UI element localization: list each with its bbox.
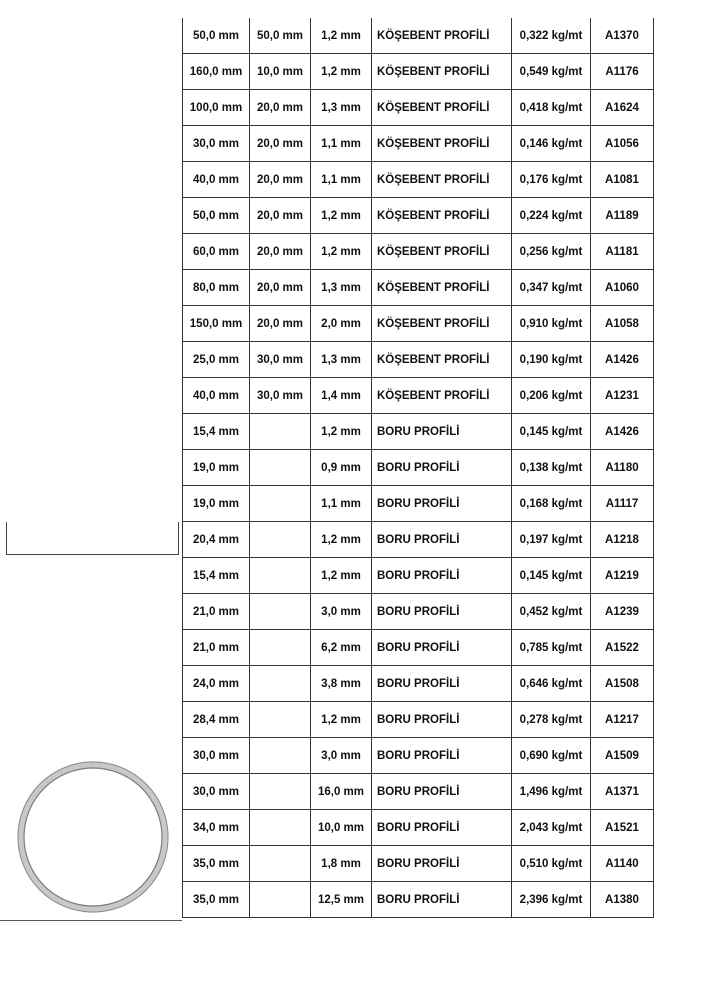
- cell-thickness: 3,0 mm: [311, 738, 372, 774]
- cell-weight: 0,256 kg/mt: [512, 234, 591, 270]
- table-row: [183, 342, 653, 378]
- cell-width: 20,4 mm: [183, 522, 250, 558]
- cell-code: A1380: [591, 882, 654, 918]
- cell-code: A1219: [591, 558, 654, 594]
- cell-profile-type: KÖŞEBENT PROFİLİ: [372, 18, 512, 54]
- cell-width: 24,0 mm: [183, 666, 250, 702]
- cell-weight: 2,043 kg/mt: [512, 810, 591, 846]
- table-row: [183, 198, 653, 234]
- cell-height: 20,0 mm: [250, 126, 311, 162]
- cell-profile-type: BORU PROFİLİ: [372, 738, 512, 774]
- cell-profile-type: KÖŞEBENT PROFİLİ: [372, 270, 512, 306]
- cell-weight: 0,322 kg/mt: [512, 18, 591, 54]
- cell-thickness: 1,8 mm: [311, 846, 372, 882]
- cell-width: 30,0 mm: [183, 126, 250, 162]
- cell-height: 20,0 mm: [250, 270, 311, 306]
- cell-code: A1176: [591, 54, 654, 90]
- cell-width: 28,4 mm: [183, 702, 250, 738]
- cell-width: 30,0 mm: [183, 774, 250, 810]
- cell-thickness: 1,2 mm: [311, 414, 372, 450]
- cell-profile-type: KÖŞEBENT PROFİLİ: [372, 306, 512, 342]
- cell-weight: 0,146 kg/mt: [512, 126, 591, 162]
- table-row: [183, 522, 653, 558]
- cell-code: A1426: [591, 342, 654, 378]
- cell-profile-type: BORU PROFİLİ: [372, 774, 512, 810]
- cell-code: A1060: [591, 270, 654, 306]
- cell-thickness: 1,2 mm: [311, 54, 372, 90]
- cell-weight: 0,278 kg/mt: [512, 702, 591, 738]
- cell-weight: 0,452 kg/mt: [512, 594, 591, 630]
- cell-weight: 1,496 kg/mt: [512, 774, 591, 810]
- table-row: [183, 126, 653, 162]
- cell-height: [250, 594, 311, 630]
- cell-thickness: 10,0 mm: [311, 810, 372, 846]
- table-row: [183, 486, 653, 522]
- cell-code: A1081: [591, 162, 654, 198]
- cell-thickness: 2,0 mm: [311, 306, 372, 342]
- cell-height: [250, 666, 311, 702]
- cell-height: [250, 702, 311, 738]
- cell-weight: 0,510 kg/mt: [512, 846, 591, 882]
- cell-weight: 0,646 kg/mt: [512, 666, 591, 702]
- cell-height: [250, 738, 311, 774]
- cell-height: [250, 414, 311, 450]
- tube-cross-section-icon: [14, 758, 172, 916]
- cell-thickness: 1,2 mm: [311, 558, 372, 594]
- cell-thickness: 1,3 mm: [311, 90, 372, 126]
- cell-width: 160,0 mm: [183, 54, 250, 90]
- cell-width: 35,0 mm: [183, 882, 250, 918]
- cell-profile-type: BORU PROFİLİ: [372, 630, 512, 666]
- table-row: [183, 450, 653, 486]
- cell-profile-type: BORU PROFİLİ: [372, 594, 512, 630]
- cell-code: A1217: [591, 702, 654, 738]
- cell-thickness: 16,0 mm: [311, 774, 372, 810]
- cell-height: [250, 846, 311, 882]
- cell-profile-type: KÖŞEBENT PROFİLİ: [372, 342, 512, 378]
- cell-weight: 0,145 kg/mt: [512, 558, 591, 594]
- cell-weight: 0,176 kg/mt: [512, 162, 591, 198]
- table-row: [183, 774, 653, 810]
- cell-weight: 0,690 kg/mt: [512, 738, 591, 774]
- cell-weight: 0,206 kg/mt: [512, 378, 591, 414]
- cell-profile-type: BORU PROFİLİ: [372, 702, 512, 738]
- cell-weight: 0,168 kg/mt: [512, 486, 591, 522]
- cell-width: 19,0 mm: [183, 450, 250, 486]
- table-row: [183, 558, 653, 594]
- cell-height: 20,0 mm: [250, 306, 311, 342]
- cell-code: A1056: [591, 126, 654, 162]
- cell-weight: 0,224 kg/mt: [512, 198, 591, 234]
- cell-width: 34,0 mm: [183, 810, 250, 846]
- cell-code: A1058: [591, 306, 654, 342]
- cell-profile-type: BORU PROFİLİ: [372, 810, 512, 846]
- table-row: [183, 810, 653, 846]
- table-row: [183, 378, 653, 414]
- cell-profile-type: BORU PROFİLİ: [372, 486, 512, 522]
- cell-weight: 0,138 kg/mt: [512, 450, 591, 486]
- cell-code: A1509: [591, 738, 654, 774]
- cell-code: A1189: [591, 198, 654, 234]
- table-row: [183, 738, 653, 774]
- side-label-box: [6, 522, 179, 555]
- cell-thickness: 3,8 mm: [311, 666, 372, 702]
- cell-width: 60,0 mm: [183, 234, 250, 270]
- table-row: [183, 90, 653, 126]
- cell-profile-type: BORU PROFİLİ: [372, 450, 512, 486]
- cell-profile-type: KÖŞEBENT PROFİLİ: [372, 162, 512, 198]
- table-row: [183, 702, 653, 738]
- cell-code: A1181: [591, 234, 654, 270]
- cell-width: 40,0 mm: [183, 378, 250, 414]
- profile-table-wrapper: [182, 18, 654, 918]
- cell-width: 50,0 mm: [183, 198, 250, 234]
- cell-height: 20,0 mm: [250, 90, 311, 126]
- cell-code: A1140: [591, 846, 654, 882]
- cell-height: 20,0 mm: [250, 234, 311, 270]
- cell-height: [250, 882, 311, 918]
- cell-thickness: 1,1 mm: [311, 126, 372, 162]
- cell-profile-type: KÖŞEBENT PROFİLİ: [372, 198, 512, 234]
- cell-code: A1231: [591, 378, 654, 414]
- cell-thickness: 12,5 mm: [311, 882, 372, 918]
- cell-height: 30,0 mm: [250, 378, 311, 414]
- cell-thickness: 1,2 mm: [311, 198, 372, 234]
- cell-height: 50,0 mm: [250, 18, 311, 54]
- cell-width: 15,4 mm: [183, 558, 250, 594]
- cell-thickness: 1,3 mm: [311, 342, 372, 378]
- cell-width: 30,0 mm: [183, 738, 250, 774]
- cell-code: A1624: [591, 90, 654, 126]
- cell-thickness: 1,2 mm: [311, 18, 372, 54]
- cell-thickness: 1,3 mm: [311, 270, 372, 306]
- cell-height: 20,0 mm: [250, 162, 311, 198]
- cell-width: 15,4 mm: [183, 414, 250, 450]
- cell-width: 25,0 mm: [183, 342, 250, 378]
- cell-height: [250, 630, 311, 666]
- cell-height: [250, 558, 311, 594]
- cell-thickness: 1,2 mm: [311, 702, 372, 738]
- cell-weight: 0,145 kg/mt: [512, 414, 591, 450]
- cell-profile-type: KÖŞEBENT PROFİLİ: [372, 234, 512, 270]
- cell-height: 20,0 mm: [250, 198, 311, 234]
- cell-profile-type: KÖŞEBENT PROFİLİ: [372, 90, 512, 126]
- cell-width: 21,0 mm: [183, 594, 250, 630]
- cell-profile-type: BORU PROFİLİ: [372, 666, 512, 702]
- cell-thickness: 1,2 mm: [311, 234, 372, 270]
- cell-weight: 0,549 kg/mt: [512, 54, 591, 90]
- section-divider: [0, 920, 182, 921]
- cell-code: A1117: [591, 486, 654, 522]
- table-row: [183, 630, 653, 666]
- cell-weight: 0,197 kg/mt: [512, 522, 591, 558]
- cell-code: A1370: [591, 18, 654, 54]
- cell-weight: 0,785 kg/mt: [512, 630, 591, 666]
- cell-thickness: 0,9 mm: [311, 450, 372, 486]
- cell-code: A1521: [591, 810, 654, 846]
- cell-height: [250, 810, 311, 846]
- cell-profile-type: BORU PROFİLİ: [372, 522, 512, 558]
- cell-weight: 2,396 kg/mt: [512, 882, 591, 918]
- table-row: [183, 162, 653, 198]
- cell-weight: 0,190 kg/mt: [512, 342, 591, 378]
- cell-width: 21,0 mm: [183, 630, 250, 666]
- cell-code: A1371: [591, 774, 654, 810]
- table-row: [183, 882, 653, 918]
- cell-weight: 0,418 kg/mt: [512, 90, 591, 126]
- cell-thickness: 1,4 mm: [311, 378, 372, 414]
- cell-height: [250, 450, 311, 486]
- table-row: [183, 666, 653, 702]
- cell-code: A1522: [591, 630, 654, 666]
- table-row: [183, 846, 653, 882]
- table-row: [183, 306, 653, 342]
- cell-width: 35,0 mm: [183, 846, 250, 882]
- cell-weight: 0,347 kg/mt: [512, 270, 591, 306]
- cell-thickness: 1,2 mm: [311, 522, 372, 558]
- cell-thickness: 1,1 mm: [311, 486, 372, 522]
- cell-thickness: 6,2 mm: [311, 630, 372, 666]
- cell-profile-type: KÖŞEBENT PROFİLİ: [372, 378, 512, 414]
- cell-code: A1239: [591, 594, 654, 630]
- cell-height: [250, 774, 311, 810]
- cell-width: 100,0 mm: [183, 90, 250, 126]
- cell-thickness: 3,0 mm: [311, 594, 372, 630]
- cell-code: A1426: [591, 414, 654, 450]
- cell-width: 19,0 mm: [183, 486, 250, 522]
- cell-width: 40,0 mm: [183, 162, 250, 198]
- table-row: [183, 594, 653, 630]
- cell-code: A1508: [591, 666, 654, 702]
- cell-profile-type: KÖŞEBENT PROFİLİ: [372, 54, 512, 90]
- table-row: [183, 18, 653, 54]
- table-row: [183, 414, 653, 450]
- cell-profile-type: BORU PROFİLİ: [372, 414, 512, 450]
- profile-table-body: [183, 18, 653, 918]
- cell-profile-type: BORU PROFİLİ: [372, 882, 512, 918]
- cell-width: 80,0 mm: [183, 270, 250, 306]
- cell-height: [250, 522, 311, 558]
- cell-height: 30,0 mm: [250, 342, 311, 378]
- table-row: [183, 54, 653, 90]
- tube-inner-edge: [24, 768, 162, 906]
- cell-width: 150,0 mm: [183, 306, 250, 342]
- table-row: [183, 270, 653, 306]
- profile-table: [183, 18, 653, 918]
- cell-profile-type: KÖŞEBENT PROFİLİ: [372, 126, 512, 162]
- cell-profile-type: BORU PROFİLİ: [372, 558, 512, 594]
- table-row: [183, 234, 653, 270]
- cell-code: A1180: [591, 450, 654, 486]
- cell-profile-type: BORU PROFİLİ: [372, 846, 512, 882]
- cell-thickness: 1,1 mm: [311, 162, 372, 198]
- cell-height: [250, 486, 311, 522]
- cell-weight: 0,910 kg/mt: [512, 306, 591, 342]
- cell-height: 10,0 mm: [250, 54, 311, 90]
- cell-width: 50,0 mm: [183, 18, 250, 54]
- cell-code: A1218: [591, 522, 654, 558]
